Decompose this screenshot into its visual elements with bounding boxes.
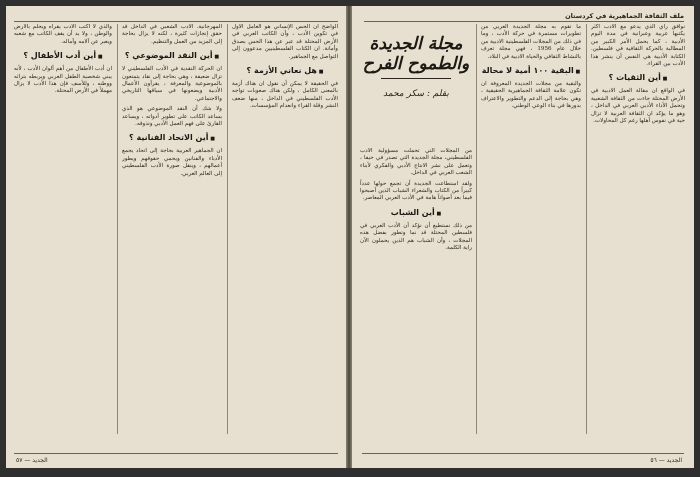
right-col1-text-b: ولقد استطاعت الجديدة أن تجمع حولها عدداً كبيراً من الكتاب والشعراء الشباب الذين أصبحوا فيما بعد أصواتاً هامة في الأدب العربي المعاصر. — [360, 180, 472, 202]
left-col2-text-c: ولا شك أن النقد الموضوعي هو الذي يساعد الكاتب على تطوير أدواته ، ويساعد القارئ على فهم العمل الأدبي وتذوقه. — [122, 106, 222, 128]
right-col2-heading: ■ البقية ١٠٠ أمية لا محالة — [481, 65, 581, 78]
left-col1-text: والذي لا اكتب الأدب يقرأه ويحلم بالأرض والوطن ، ولا بد أن يقف الكاتب مع شعبه ويعبر عن آلامه وآماله. — [14, 24, 112, 45]
left-column-divider-1 — [117, 24, 118, 434]
left-col1-text-b: ان أدب الأطفال من أهم ألوان الأدب ، لأنه يبني شخصية الطفل العربي ويربطه بتراثه ووطنه ، وللأسف فإن هذا الأدب لا يزال مهملاً في الأرض المحتلة. — [14, 66, 112, 95]
right-col1-text: من المجلات التي تحملت مسؤولية الأدب الفلسطيني، مجلة الجديدة التي تصدر في حيفا ، وتعمل على نشر الانتاج الأدبي والفكري لأبناء الشعب العربي في الداخل. — [360, 148, 472, 177]
right-header-rule — [364, 21, 684, 22]
left-column-2 — [122, 24, 222, 434]
right-column-1 — [360, 148, 472, 434]
left-col2-text-d: ان الجماهير العربية بحاجة إلى اتحاد يجمع الأدباء والفنانين ويحمي حقوقهم ويطور أعمالهم ، وينقل صورة الأدب الفلسطيني إلى العالم العربي. — [122, 148, 222, 177]
article-author: بقلم : سكر محمد — [383, 89, 449, 99]
left-column-1 — [14, 24, 112, 434]
left-col2-text-b: ان الحركة النقدية في الأدب الفلسطيني لا تزال ضعيفة ، وهي بحاجة إلى نقاد يتمتعون بالموضوعية والمعرفة ، يقرأون الأعمال الأدبية ويضعونها في سياقها التاريخي والاجتماعي. — [122, 66, 222, 102]
article-title-line1: مجلة الجديدة — [369, 34, 463, 54]
right-col2-text-b: والبقية من مجلات الجديدة المعروفة ان تكون علامة الثقافة الجماهيرية الحقيقية ، وهي بحاجة إلى الدعم والتطوير والاعتراف بدورها في بناء الوعي الوطني. — [481, 81, 581, 110]
right-col1-heading: ■ أين الشباب — [360, 207, 472, 220]
right-column-divider-2 — [586, 24, 587, 434]
right-footer-rule — [362, 453, 684, 454]
left-footer-rule — [14, 453, 338, 454]
left-header-rule — [14, 21, 338, 22]
left-page — [6, 6, 346, 468]
left-col1-heading: ■ أين أدب الأطفال ؟ — [14, 50, 112, 63]
title-flourish — [381, 78, 451, 79]
section-header: ملف الثقافة الجماهيرية في كردستان — [565, 12, 684, 20]
right-column-2 — [481, 24, 581, 434]
left-column-divider-2 — [227, 24, 228, 434]
right-col3-text-b: في الواقع ان مقالة العمل الادبية في الأرض المحتلة جاءت من الثقافة الشعبية وتحمل الأداء الأدبي العربي في الداخل ، وهو ما يؤكد ان الثقافة العربية لا تزال حية في نفوس أهلها رغم كل المحاولات. — [591, 88, 685, 125]
right-column-3 — [591, 24, 685, 434]
article-title-line2: والطموح الفرح — [362, 54, 470, 74]
right-col1-text-c: من ذلك نستطيع أن نؤكد أن الأدب العربي في فلسطين المحتلة قد نما وتطور بفضل هذه المجلات ، وأن الشباب هم الذين يحملون الآن راية الكلمة. — [360, 222, 472, 252]
right-page — [352, 6, 694, 468]
right-page-footer: الجديد — ٥٦ — [650, 457, 682, 464]
right-col3-heading: ■ أين الثقيات ؟ — [591, 72, 685, 85]
left-col3-text: الواضح أن الحس الإنساني هو العامل الأول في تكوين الأدب ، وأن الكاتب العربي في الأرض المحتلة قد عبر عن هذا الحس بصدق وأمانة. ان الكتاب الفلسطينيين مدعوون إلى التواصل مع الجماهير. — [232, 24, 338, 60]
left-page-footer: الجديد — ٥٧ — [16, 457, 48, 464]
left-col2-heading-2: ■ أين الاتحاد الفنانية ؟ — [122, 132, 222, 145]
right-col2-text: ما تقوم به مجلة الجديدة العربي من تطويرات مستمرة في حركة الأدب ، وما في ذلك من المجلات الفلسطينية الادبية من خلال عام 1956 ، فهي مجلة تعرف بالنشاط الثقافي والحياة الادبية في البلاد. — [481, 24, 581, 60]
left-col2-text: المهرجانية. الادب الشعبي في الداخل قد حقق إنجازات كثيرة ، لكنه لا يزال بحاجة إلى المزيد من العمل والتنظيم. — [122, 24, 222, 45]
left-col2-heading: ■ أين النقد الموضوعي ؟ — [122, 50, 222, 63]
article-title-block — [360, 34, 472, 142]
left-column-3 — [232, 24, 338, 434]
left-col3-heading: ■ هل نعاني الأزمة ؟ — [232, 65, 338, 78]
left-col3-text-b: في الحقيقة لا يمكن أن نقول ان هناك أزمة بالمعنى الكامل ، ولكن هناك صعوبات تواجه الأدب الفلسطيني في الداخل ، منها ضعف النشر وقلة القراء وانعدام المؤسسات. — [232, 81, 338, 110]
right-col3-text: نوافق رأي الذي يدعو مع الأدب أكثر يكتبها عربية وعبرانية في مدة اليوم الأدبية ، كما يحمل الأمر الكبير من المطالبة بالحركة الثقافية في فلسطين. الكتابة الأدبية هي النفس أن ينشر هذا الأدب بين القراء. — [591, 24, 685, 68]
right-column-divider-1 — [476, 24, 477, 434]
